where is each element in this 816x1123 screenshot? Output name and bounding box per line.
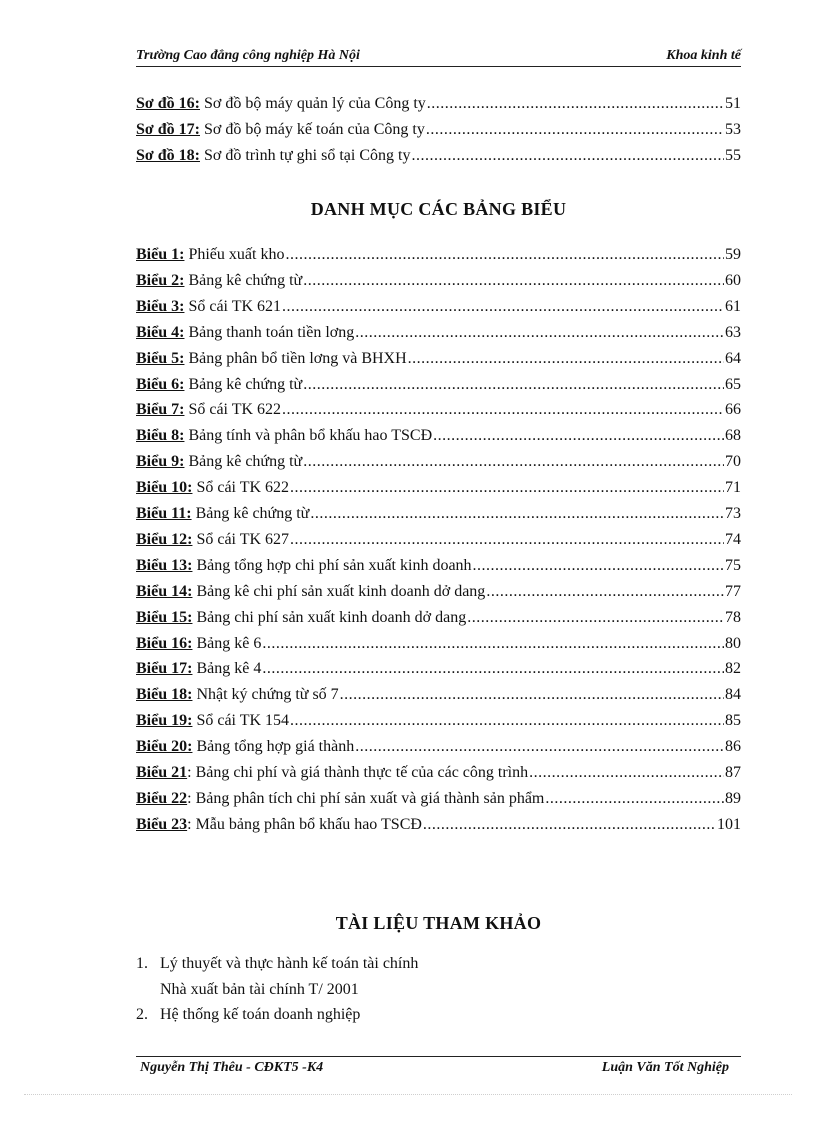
table-entry <box>136 401 741 423</box>
dot-leader <box>303 453 724 471</box>
entry-title: Sơ đồ trình tự ghi sổ tại Công ty <box>203 147 411 164</box>
dot-leader <box>355 324 724 342</box>
entry-title: Bảng kê chi phí sản xuất kinh doanh dở dang <box>196 582 486 600</box>
entry-page: 64 <box>725 349 741 367</box>
table-entry <box>136 557 741 579</box>
dot-leader <box>529 764 724 782</box>
entry-title: Bảng tính và phân bổ khấu hao TSCĐ <box>188 427 433 445</box>
entry-label: Biểu 5: <box>136 349 185 367</box>
entry-label: Biểu 8: <box>136 427 185 445</box>
entry-label: Biểu 12: <box>136 530 193 548</box>
table-entry <box>136 816 741 838</box>
dot-leader <box>433 427 724 445</box>
dot-leader <box>473 557 724 575</box>
entry-title: Bảng kê chứng từ <box>188 375 303 393</box>
table-entry <box>136 738 741 760</box>
entry-label: Biểu 7: <box>136 401 185 419</box>
entry-title: : Bảng phân tích chi phí sản xuất và giá thành sản phẩm <box>187 789 545 807</box>
entry-page: 84 <box>725 686 741 704</box>
entry-page: 61 <box>725 297 741 315</box>
entry-label: Biểu 19: <box>136 712 193 730</box>
table-entry <box>136 790 741 812</box>
entry-page: 68 <box>725 427 741 445</box>
dot-leader <box>426 121 724 139</box>
table-entry <box>136 635 741 657</box>
dot-leader <box>290 479 724 497</box>
dot-leader <box>427 95 724 113</box>
entry-label: Sơ đồ 18: <box>136 147 200 164</box>
entry-page: 51 <box>725 95 741 112</box>
entry-page: 89 <box>725 789 741 807</box>
entry-label: Biểu 21 <box>136 764 188 781</box>
dot-leader <box>423 816 716 834</box>
entry-page: 86 <box>725 738 741 756</box>
entry-title: : Bảng chi phí và giá thành thực tế của các công trình <box>187 764 529 781</box>
entry-label: Biểu 1: <box>136 246 185 263</box>
entry-title: Bảng kê 6 <box>196 634 262 652</box>
reference-publisher: Nhà xuất bản tài chính T/ 2001 <box>160 981 359 998</box>
entry-title: Sơ đồ bộ máy kế toán của Công ty <box>203 121 425 138</box>
entry-title: Phiếu xuất kho <box>188 246 285 263</box>
dot-leader <box>303 272 724 290</box>
entry-label: Biểu 15: <box>136 608 193 626</box>
dot-leader <box>262 635 724 653</box>
table-entry <box>136 350 741 372</box>
table-entry <box>136 531 741 553</box>
entry-label: Biểu 4: <box>136 323 185 341</box>
entry-title: Sổ cái TK 627 <box>196 530 290 548</box>
entry-page: 78 <box>725 608 741 626</box>
table-entry <box>136 246 741 268</box>
reference-item <box>136 1006 741 1024</box>
reference-number: 2. <box>136 1006 148 1023</box>
dot-leader <box>282 298 724 316</box>
dot-leader <box>310 505 724 523</box>
entry-label: Biểu 14: <box>136 582 193 600</box>
entry-label: Biểu 10: <box>136 479 193 497</box>
entry-title: Bảng phân bổ tiền lơng và BHXH <box>188 349 407 367</box>
entry-title: Bảng kê chứng từ <box>195 505 310 522</box>
entry-page: 75 <box>725 556 741 574</box>
table-entry <box>136 376 741 398</box>
entry-label: Biểu 16: <box>136 634 193 652</box>
page-bottom-divider <box>24 1094 792 1095</box>
dot-leader <box>355 738 724 756</box>
diagram-entry <box>136 147 741 169</box>
entry-title: Nhật ký chứng từ số 7 <box>196 686 339 704</box>
entry-page: 71 <box>725 479 741 497</box>
table-entry <box>136 324 741 346</box>
entry-label: Biểu 13: <box>136 556 193 574</box>
header-school: Trường Cao đẳng công nghiệp Hà Nội <box>136 48 360 63</box>
table-entry <box>136 272 741 294</box>
entry-page: 82 <box>725 660 741 678</box>
entry-label: Biểu 17: <box>136 660 193 678</box>
table-entry <box>136 505 741 527</box>
entry-label: Sơ đồ 17: <box>136 121 200 138</box>
entry-page: 73 <box>725 505 741 522</box>
dot-leader <box>340 686 724 704</box>
entry-title: Bảng thanh toán tiền lơng <box>188 323 355 341</box>
table-entry <box>136 583 741 605</box>
dot-leader <box>290 712 724 730</box>
footer-author: Nguyễn Thị Thêu - CĐKT5 -K4 <box>140 1060 324 1075</box>
dot-leader <box>285 246 724 264</box>
entry-label: Biểu 3: <box>136 297 185 315</box>
entry-title: Sổ cái TK 154 <box>196 712 290 730</box>
dot-leader <box>411 147 724 165</box>
dot-leader <box>303 376 724 394</box>
table-entry <box>136 764 741 786</box>
table-entry <box>136 686 741 708</box>
table-entry <box>136 660 741 682</box>
diagram-entry <box>136 95 741 117</box>
entry-page: 70 <box>725 453 741 471</box>
entry-label: Biểu 23 <box>136 815 188 833</box>
header-faculty: Khoa kinh tế <box>666 48 741 63</box>
entry-title: Bảng kê chứng từ <box>188 453 303 471</box>
entry-page: 63 <box>725 323 741 341</box>
entry-label: Biểu 2: <box>136 271 185 289</box>
entry-page: 77 <box>725 582 741 600</box>
entry-page: 53 <box>725 121 741 138</box>
entry-title: Bảng tổng hợp giá thành <box>196 738 355 756</box>
entry-page: 87 <box>725 764 741 781</box>
entry-page: 60 <box>725 271 741 289</box>
entry-page: 66 <box>725 401 741 419</box>
table-entry <box>136 427 741 449</box>
dot-leader <box>282 401 724 419</box>
table-entry <box>136 712 741 734</box>
dot-leader <box>545 790 724 808</box>
entry-title: Bảng kê chứng từ <box>188 271 303 289</box>
dot-leader <box>408 350 724 368</box>
reference-title: Lý thuyết và thực hành kế toán tài chính <box>160 955 419 972</box>
entry-label: Sơ đồ 16: <box>136 95 200 112</box>
entry-page: 101 <box>717 815 741 833</box>
table-entry <box>136 453 741 475</box>
entry-title: Sổ cái TK 622 <box>196 479 290 497</box>
entry-page: 80 <box>725 634 741 652</box>
entry-page: 65 <box>725 375 741 393</box>
entry-title: Bảng kê 4 <box>196 660 262 678</box>
table-entry <box>136 298 741 320</box>
page-footer <box>136 1056 741 1077</box>
page-header <box>136 44 741 67</box>
entry-title: Sổ cái TK 622 <box>188 401 282 419</box>
entry-label: Biểu 22 <box>136 789 188 807</box>
entry-title: Sổ cái TK 621 <box>188 297 282 315</box>
tables-heading: DANH MỤC CÁC BẢNG BIỂU <box>310 199 567 219</box>
entry-label: Biểu 18: <box>136 686 193 704</box>
entry-page: 55 <box>725 147 741 164</box>
footer-doc-type: Luận Văn Tốt Nghiệp <box>601 1060 729 1075</box>
references-heading: TÀI LIỆU THAM KHẢO <box>335 913 542 933</box>
reference-title: Hệ thống kế toán doanh nghiệp <box>160 1006 361 1023</box>
diagram-entry <box>136 121 741 143</box>
entry-label: Biểu 20: <box>136 738 193 756</box>
reference-item <box>136 955 741 973</box>
entry-title: Sơ đồ bộ máy quản lý của Công ty <box>203 95 426 112</box>
entry-page: 59 <box>725 246 741 263</box>
reference-number: 1. <box>136 955 148 972</box>
entry-page: 85 <box>725 712 741 730</box>
entry-title: : Mẫu bảng phân bổ khấu hao TSCĐ <box>187 815 422 833</box>
table-entry <box>136 479 741 501</box>
table-entry <box>136 609 741 631</box>
entry-label: Biểu 9: <box>136 453 185 471</box>
entry-label: Biểu 11: <box>136 505 192 522</box>
dot-leader <box>467 609 724 627</box>
entry-title: Bảng chi phí sản xuất kinh doanh dở dang <box>196 608 467 626</box>
dot-leader <box>486 583 724 601</box>
dot-leader <box>262 660 724 678</box>
entry-label: Biểu 6: <box>136 375 185 393</box>
entry-page: 74 <box>725 530 741 548</box>
entry-title: Bảng tổng hợp chi phí sản xuất kinh doanh <box>196 556 472 574</box>
dot-leader <box>290 531 724 549</box>
